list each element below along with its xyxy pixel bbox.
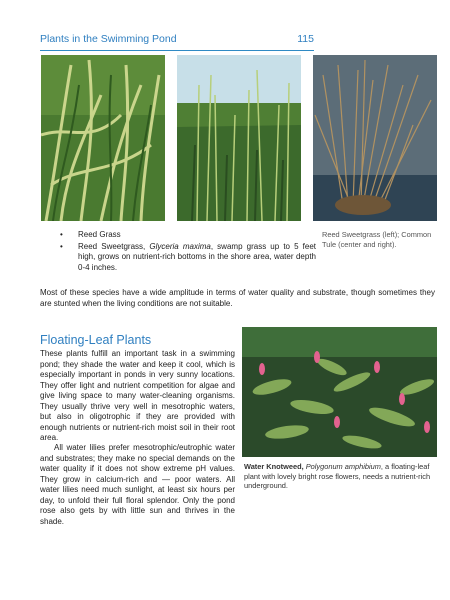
photo-reed-grass xyxy=(41,55,165,221)
list-item: • Reed Grass xyxy=(40,230,316,241)
photo-water-knotweed xyxy=(242,327,437,457)
list-item: • Reed Sweetgrass, Glyceria maxima, swamp grass up to 5 feet high, grows on nutrient-rich bottoms in the shore area, water depth 0-4 inches. xyxy=(40,242,316,274)
photo-reed-sweetgrass xyxy=(177,55,301,221)
paragraph-floating-leaf: These plants fulfill an important task in a swimming pond; they shade the water and keep it cool, which is especially important in ponds in very sunny locations. They offer light and nutrient competition for algae and give living space to many water-cleaning organisms. They usually thrive very well in mesotrophic waters, but also in oligotrophic if they are provided with enough nutrients or nutrient-rich moist soil in their root area. xyxy=(40,349,235,442)
page-number: 115 xyxy=(297,33,314,45)
running-title: Plants in the Swimming Pond xyxy=(40,33,177,45)
species-list xyxy=(40,230,316,274)
photo-caption-bottom: Water Knotweed, Polygonum amphibium, a floating-leaf plant with lovely bright rose flowers, needs a nutrient-rich underground. xyxy=(244,462,431,490)
section-heading: Floating-Leaf Plants xyxy=(40,333,152,347)
photo-caption-top: Reed Sweetgrass (left); Common Tule (center and right). xyxy=(322,230,432,249)
paragraph-water-lilies: All water lilies prefer mesotrophic/eutrophic water and substrates; they make no special demands on the water quality if it does not show extreme pH values. They grow in calcium-rich and — poor waters. All water lilies need much sunlight, at least six hours per day, to unfold their full floral splendor. Only the pond rose also gets by with little sun and thrives in the shade. xyxy=(40,443,235,526)
page-header xyxy=(40,30,314,51)
photo-common-tule xyxy=(313,55,437,221)
paragraph-amplitude: Most of these species have a wide amplitude in terms of water quality and substrate, though sometimes they are stunted when the living conditions are not suitable. xyxy=(40,288,435,308)
